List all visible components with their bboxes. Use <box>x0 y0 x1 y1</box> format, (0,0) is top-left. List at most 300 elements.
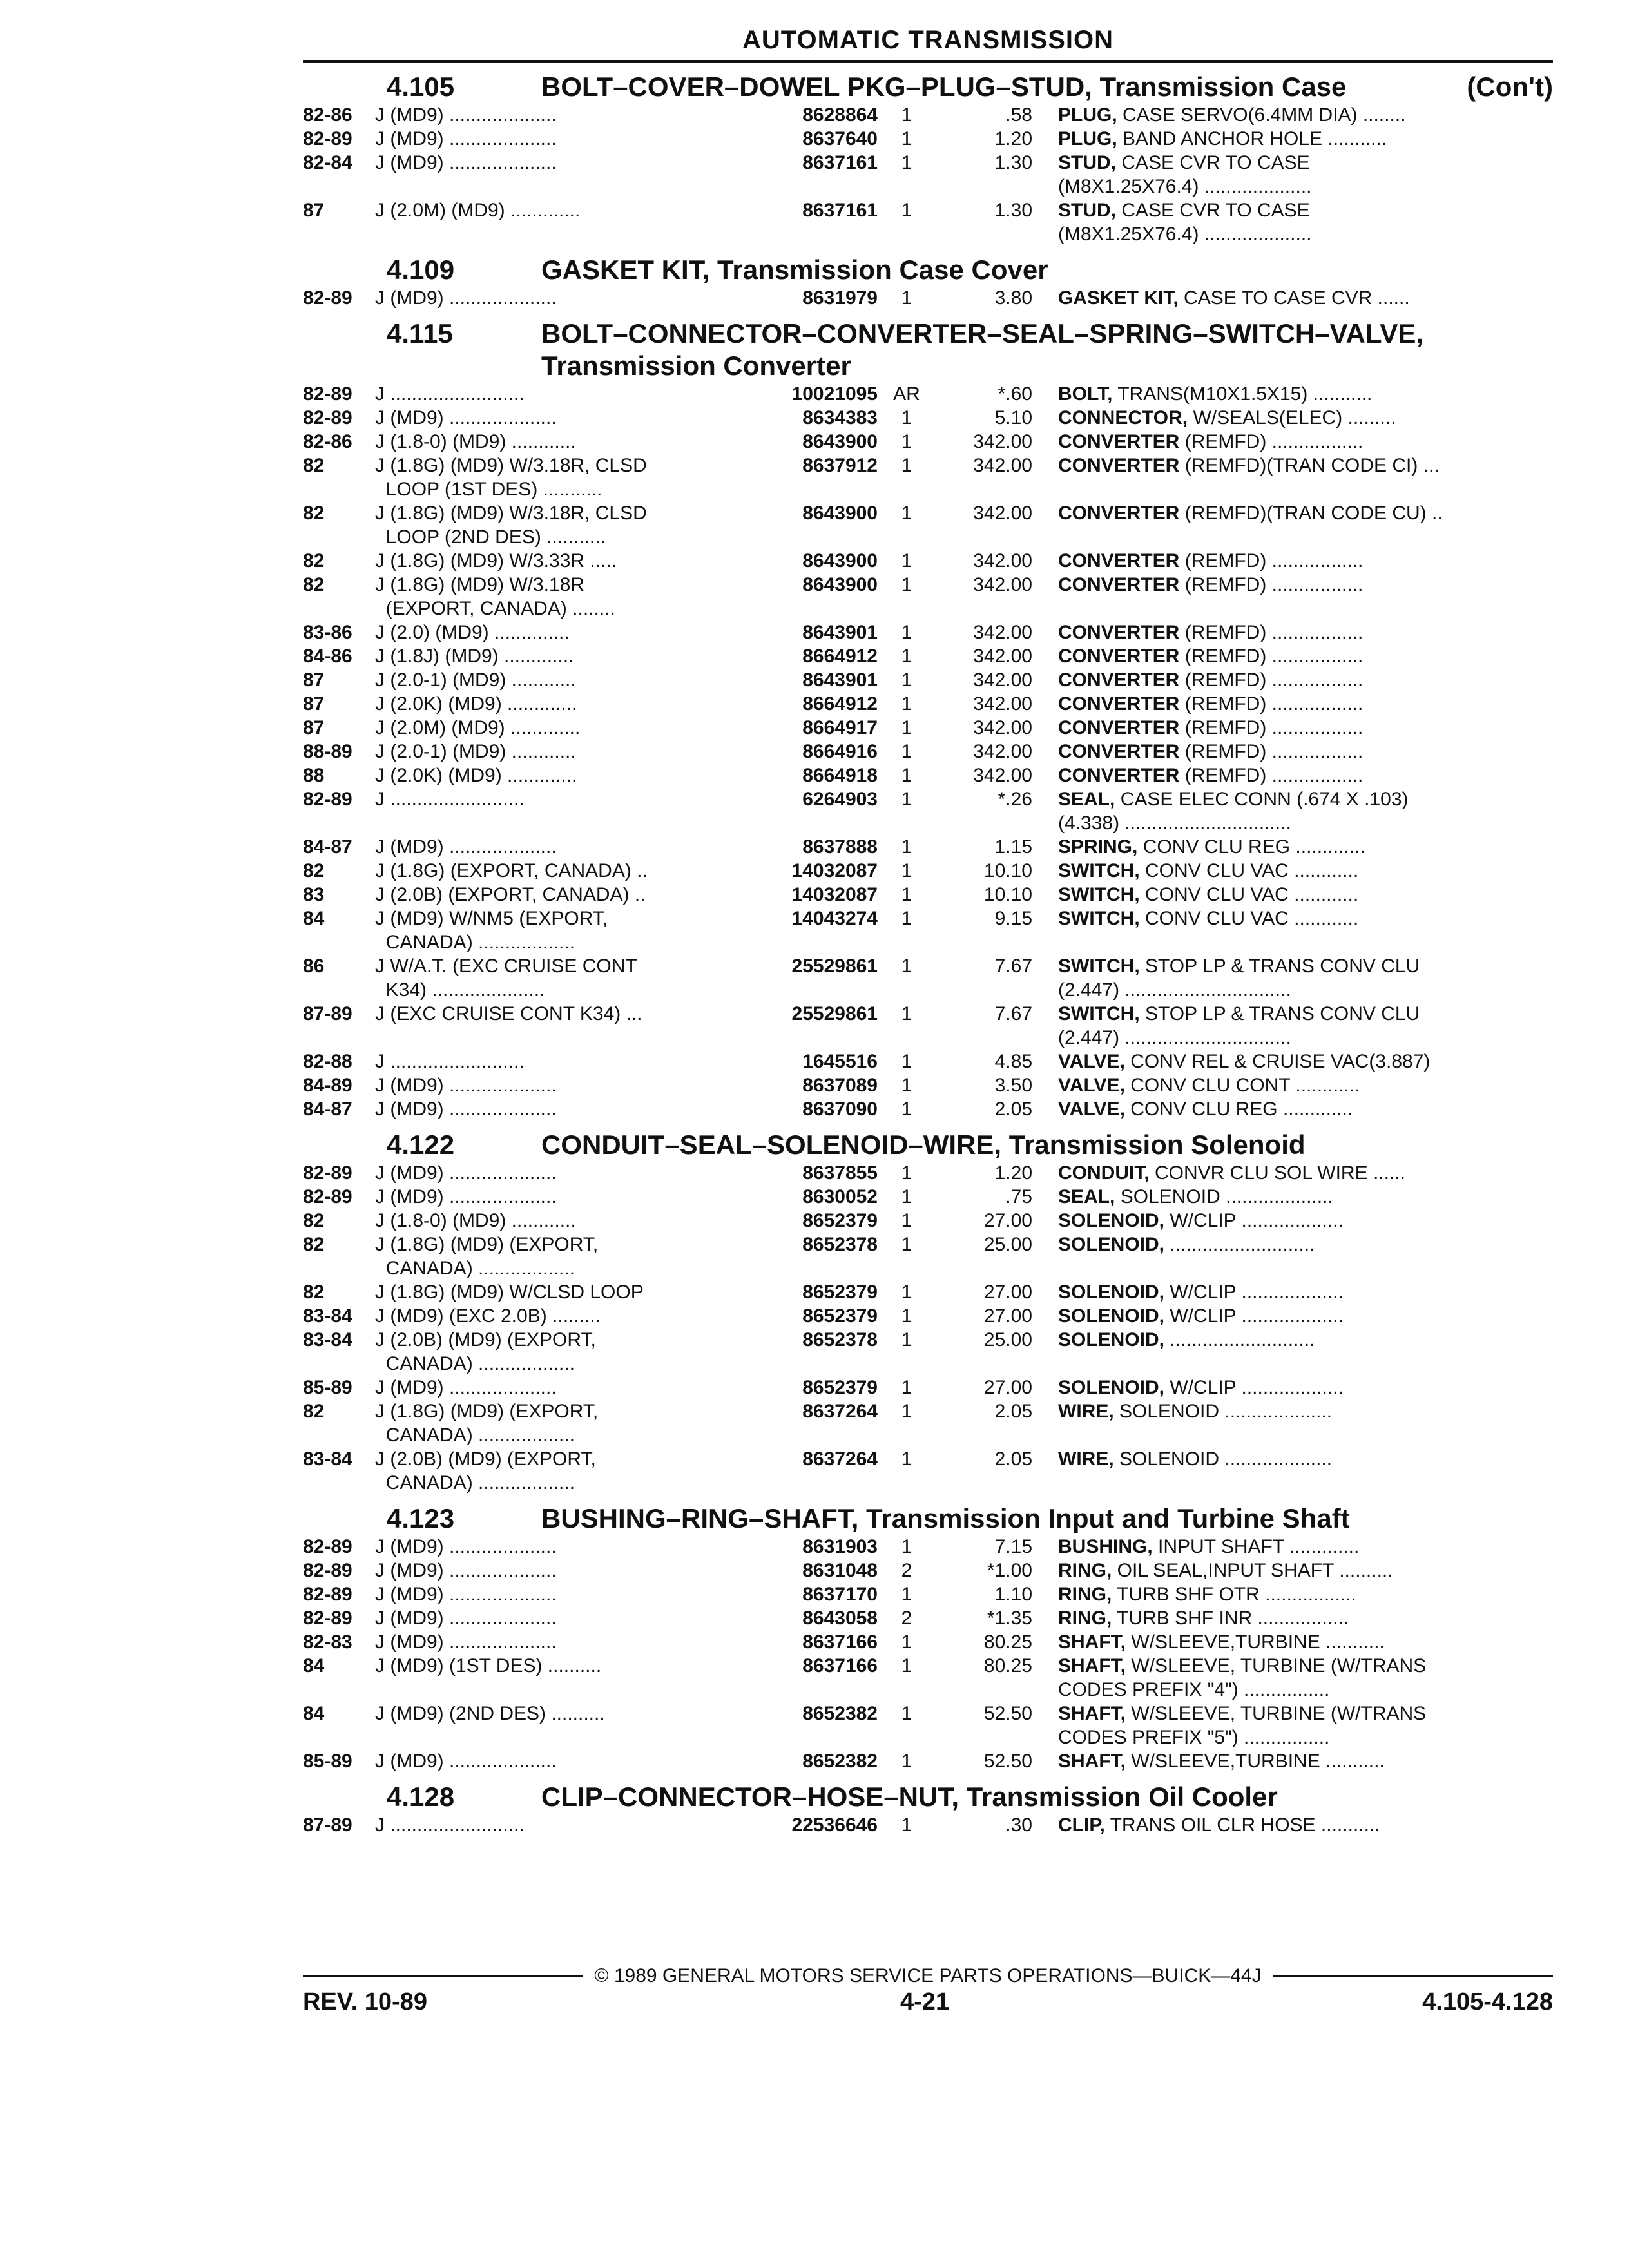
part-description <box>1032 1304 1553 1328</box>
part-name: SOLENOID, <box>1058 1305 1165 1327</box>
part-detail: SOLENOID .................... <box>1113 1401 1333 1422</box>
part-row <box>303 454 1553 501</box>
part-row <box>303 1280 1553 1304</box>
application: J (MD9) .................... <box>375 1099 557 1120</box>
price: 25.00 <box>983 1234 1032 1255</box>
application: J (MD9) .................... <box>375 1751 557 1772</box>
application: J (1.8-0) (MD9) ............ <box>375 1210 576 1231</box>
part-description <box>1032 1559 1553 1582</box>
model-years: 82-89 <box>303 128 352 149</box>
parts-group <box>303 254 1553 310</box>
group-number: 4.115 <box>387 318 453 349</box>
part-row <box>303 1376 1553 1399</box>
part-number: 8631979 <box>802 287 878 309</box>
part-number: 8643901 <box>802 669 878 691</box>
part-description <box>1032 1097 1553 1121</box>
part-detail: STOP LP & TRANS CONV CLU (2.447) ............................... <box>1058 956 1420 1001</box>
quantity: 1 <box>901 884 912 905</box>
part-row <box>303 620 1553 644</box>
part-number: 14032087 <box>791 860 878 881</box>
quantity: 1 <box>901 1703 912 1724</box>
application: J (2.0) (MD9) .............. <box>375 622 570 643</box>
part-number: 14043274 <box>791 908 878 929</box>
quantity: 1 <box>901 455 912 476</box>
part-detail: (REMFD) ................. <box>1179 765 1364 786</box>
quantity: 1 <box>901 765 912 786</box>
part-number: 8637640 <box>802 128 878 149</box>
price: 1.10 <box>994 1584 1032 1605</box>
price: 1.30 <box>994 200 1032 221</box>
part-detail: (REMFD) ................. <box>1179 693 1364 715</box>
model-years: 85-89 <box>303 1751 352 1772</box>
part-detail: (REMFD)(TRAN CODE CI) ... <box>1179 455 1440 476</box>
parts-groups <box>303 71 1553 1837</box>
section-range: 4.105-4.128 <box>1422 1988 1553 2015</box>
page-footer <box>303 1965 1553 2016</box>
part-description <box>1032 103 1553 127</box>
part-name: SWITCH, <box>1058 956 1140 977</box>
application: J (MD9) .................... <box>375 152 557 173</box>
page-number: 4-21 <box>900 1988 950 2015</box>
catalog-page <box>303 26 1553 1837</box>
part-description <box>1032 1073 1553 1097</box>
part-row <box>303 1813 1553 1837</box>
price: 5.10 <box>994 407 1032 428</box>
quantity: 1 <box>901 1162 912 1184</box>
part-name: SWITCH, <box>1058 908 1140 929</box>
part-name: SHAFT, <box>1058 1631 1126 1653</box>
model-years: 83-86 <box>303 622 352 643</box>
price: *1.35 <box>987 1608 1032 1629</box>
quantity: 1 <box>901 1099 912 1120</box>
quantity: 1 <box>901 104 912 126</box>
quantity: 1 <box>901 717 912 738</box>
part-description <box>1032 430 1553 454</box>
part-row <box>303 430 1553 454</box>
part-number: 8652382 <box>802 1703 878 1724</box>
model-years: 82 <box>303 1234 325 1255</box>
part-description <box>1032 1447 1553 1495</box>
application: J (1.8G) (EXPORT, CANADA) .. <box>375 860 648 881</box>
part-description <box>1032 549 1553 573</box>
model-years: 82-89 <box>303 1162 352 1184</box>
part-description <box>1032 1606 1553 1630</box>
part-detail: (REMFD)(TRAN CODE CU) .. <box>1179 503 1443 524</box>
part-number: 8631903 <box>802 1536 878 1557</box>
part-description <box>1032 692 1553 716</box>
part-detail: CONV CLU VAC ............ <box>1139 908 1359 929</box>
group-heading <box>303 71 1553 103</box>
part-row <box>303 1606 1553 1630</box>
model-years: 82-83 <box>303 1631 352 1653</box>
quantity: 1 <box>901 1075 912 1096</box>
part-detail: CONV CLU REG ............. <box>1137 836 1365 858</box>
part-row <box>303 1233 1553 1280</box>
application: J ......................... <box>375 1051 525 1072</box>
group-title: CLIP–CONNECTOR–HOSE–NUT, Transmission Oil Cooler <box>541 1782 1278 1812</box>
part-number: 8637090 <box>802 1099 878 1120</box>
part-detail: (REMFD) ................. <box>1179 646 1364 667</box>
model-years: 84-87 <box>303 836 352 858</box>
price: 25.00 <box>983 1329 1032 1350</box>
part-name: SOLENOID, <box>1058 1282 1165 1303</box>
part-name: VALVE, <box>1058 1099 1125 1120</box>
quantity: 1 <box>901 287 912 309</box>
part-detail: BAND ANCHOR HOLE ........... <box>1117 128 1387 149</box>
model-years: 84-87 <box>303 1099 352 1120</box>
part-name: SWITCH, <box>1058 1003 1140 1024</box>
part-number: 8637161 <box>802 152 878 173</box>
part-number: 8637264 <box>802 1401 878 1422</box>
part-name: RING, <box>1058 1608 1112 1629</box>
application: J (1.8G) (MD9) W/3.18R (EXPORT, CANADA) ........ <box>375 574 615 619</box>
quantity: 1 <box>901 152 912 173</box>
part-number: 8643900 <box>802 503 878 524</box>
quantity: 1 <box>901 574 912 595</box>
quantity: 1 <box>901 622 912 643</box>
model-years: 87-89 <box>303 1003 352 1024</box>
part-name: SOLENOID, <box>1058 1210 1165 1231</box>
quantity: AR <box>893 383 920 405</box>
part-row <box>303 1073 1553 1097</box>
model-years: 82-84 <box>303 152 352 173</box>
part-description <box>1032 787 1553 835</box>
application: J ......................... <box>375 789 525 810</box>
model-years: 84 <box>303 908 325 929</box>
application: J (1.8G) (MD9) W/CLSD LOOP <box>375 1282 644 1303</box>
application: J (2.0K) (MD9) ............. <box>375 765 577 786</box>
group-title: BUSHING–RING–SHAFT, Transmission Input and Turbine Shaft <box>541 1503 1350 1533</box>
part-number: 8631048 <box>802 1560 878 1581</box>
quantity: 1 <box>901 200 912 221</box>
model-years: 82-89 <box>303 1560 352 1581</box>
part-number: 8652379 <box>802 1210 878 1231</box>
part-row <box>303 406 1553 430</box>
model-years: 82-89 <box>303 407 352 428</box>
part-number: 8628864 <box>802 104 878 126</box>
part-row <box>303 1630 1553 1654</box>
part-name: RING, <box>1058 1560 1112 1581</box>
part-number: 8637166 <box>802 1631 878 1653</box>
price: 342.00 <box>973 622 1032 643</box>
quantity: 1 <box>901 128 912 149</box>
part-detail: ........................... <box>1164 1329 1315 1350</box>
application: J ......................... <box>375 1814 525 1836</box>
part-number: 8664912 <box>802 646 878 667</box>
price: 9.15 <box>994 908 1032 929</box>
part-description <box>1032 644 1553 668</box>
price: 27.00 <box>983 1377 1032 1398</box>
part-detail: W/SLEEVE,TURBINE ........... <box>1126 1631 1385 1653</box>
part-detail: ........................... <box>1164 1234 1315 1255</box>
part-number: 1645516 <box>802 1051 878 1072</box>
part-number: 8637166 <box>802 1655 878 1677</box>
model-years: 82-86 <box>303 431 352 452</box>
part-number: 8637161 <box>802 200 878 221</box>
part-detail: CONV REL & CRUISE VAC(3.887) <box>1124 1051 1431 1072</box>
part-number: 6264903 <box>802 789 878 810</box>
group-title: GASKET KIT, Transmission Case Cover <box>541 255 1048 285</box>
price: 342.00 <box>973 431 1032 452</box>
part-row <box>303 1559 1553 1582</box>
quantity: 1 <box>901 1401 912 1422</box>
group-heading <box>303 1781 1553 1813</box>
part-name: VALVE, <box>1058 1051 1125 1072</box>
quantity: 1 <box>901 669 912 691</box>
part-row <box>303 1447 1553 1495</box>
part-description <box>1032 1630 1553 1654</box>
quantity: 1 <box>901 1536 912 1557</box>
price: 342.00 <box>973 765 1032 786</box>
part-detail: CASE CVR TO CASE (M8X1.25X76.4) .................... <box>1058 200 1312 245</box>
part-description <box>1032 1376 1553 1399</box>
part-name: PLUG, <box>1058 104 1117 126</box>
part-row <box>303 668 1553 692</box>
part-number: 8664918 <box>802 765 878 786</box>
application: J (1.8G) (MD9) (EXPORT, CANADA) .................. <box>375 1234 599 1279</box>
model-years: 82-89 <box>303 383 352 405</box>
price: 10.10 <box>983 860 1032 881</box>
part-row <box>303 907 1553 954</box>
part-row <box>303 103 1553 127</box>
part-name: CONVERTER <box>1058 717 1180 738</box>
parts-group <box>303 1503 1553 1773</box>
part-row <box>303 859 1553 883</box>
part-description <box>1032 1813 1553 1837</box>
part-detail: CONV CLU CONT ............ <box>1124 1075 1360 1096</box>
part-description <box>1032 151 1553 198</box>
model-years: 87 <box>303 200 325 221</box>
model-years: 82 <box>303 550 325 572</box>
part-description <box>1032 1535 1553 1559</box>
part-detail: TURB SHF OTR ................. <box>1112 1584 1356 1605</box>
part-number: 8637264 <box>802 1448 878 1470</box>
part-detail: W/CLIP ................... <box>1164 1377 1344 1398</box>
group-title: BOLT–CONNECTOR–CONVERTER–SEAL–SPRING–SWITCH–VALVE, Transmission Converter <box>541 318 1424 381</box>
part-number: 8643058 <box>802 1608 878 1629</box>
part-detail: (REMFD) ................. <box>1179 741 1364 762</box>
model-years: 82-86 <box>303 104 352 126</box>
group-continued: (Con't) <box>1467 72 1553 102</box>
price: 4.85 <box>994 1051 1032 1072</box>
application: J (2.0M) (MD9) ............. <box>375 200 581 221</box>
part-number: 8652379 <box>802 1377 878 1398</box>
model-years: 82 <box>303 860 325 881</box>
part-number: 22536646 <box>791 1814 878 1836</box>
price: 2.05 <box>994 1401 1032 1422</box>
application: J (1.8G) (MD9) W/3.18R, CLSD LOOP (2ND DES) ........... <box>375 503 647 548</box>
part-number: 25529861 <box>791 956 878 977</box>
application: J (MD9) .................... <box>375 287 557 309</box>
part-number: 8637912 <box>802 455 878 476</box>
quantity: 1 <box>901 908 912 929</box>
price: 27.00 <box>983 1282 1032 1303</box>
part-detail: OIL SEAL,INPUT SHAFT .......... <box>1112 1560 1393 1581</box>
parts-group <box>303 71 1553 246</box>
price: 80.25 <box>983 1655 1032 1677</box>
model-years: 82 <box>303 1282 325 1303</box>
part-description <box>1032 1233 1553 1280</box>
part-number: 8664916 <box>802 741 878 762</box>
group-heading <box>303 318 1553 382</box>
part-description <box>1032 1280 1553 1304</box>
part-description <box>1032 1161 1553 1185</box>
price: 342.00 <box>973 669 1032 691</box>
part-name: RING, <box>1058 1584 1112 1605</box>
quantity: 1 <box>901 1448 912 1470</box>
quantity: 1 <box>901 860 912 881</box>
part-row <box>303 1582 1553 1606</box>
part-detail: W/CLIP ................... <box>1164 1305 1344 1327</box>
model-years: 82 <box>303 1210 325 1231</box>
application: J (MD9) .................... <box>375 128 557 149</box>
part-description <box>1032 1328 1553 1376</box>
model-years: 82-89 <box>303 1536 352 1557</box>
quantity: 1 <box>901 1186 912 1207</box>
part-description <box>1032 454 1553 501</box>
part-name: SWITCH, <box>1058 884 1140 905</box>
application: J (MD9) .................... <box>375 1608 557 1629</box>
part-description <box>1032 620 1553 644</box>
quantity: 1 <box>901 956 912 977</box>
part-number: 14032087 <box>791 884 878 905</box>
part-row <box>303 1097 1553 1121</box>
part-detail: W/SEALS(ELEC) ......... <box>1188 407 1396 428</box>
part-description <box>1032 764 1553 787</box>
part-description <box>1032 1749 1553 1773</box>
part-detail: CONV CLU VAC ............ <box>1139 884 1359 905</box>
part-detail: W/SLEEVE, TURBINE (W/TRANS CODES PREFIX "5") ................ <box>1058 1703 1427 1748</box>
copyright-text: © 1989 GENERAL MOTORS SERVICE PARTS OPERATIONS—BUICK—44J <box>594 1965 1262 1986</box>
price: 1.20 <box>994 1162 1032 1184</box>
part-name: BUSHING, <box>1058 1536 1153 1557</box>
part-detail: (REMFD) ................. <box>1179 669 1364 691</box>
parts-group <box>303 1781 1553 1837</box>
price: 2.05 <box>994 1099 1032 1120</box>
price: 27.00 <box>983 1210 1032 1231</box>
application: J (MD9) .................... <box>375 836 557 858</box>
part-name: CONVERTER <box>1058 741 1180 762</box>
part-number: 8637089 <box>802 1075 878 1096</box>
application: J (2.0-1) (MD9) ............ <box>375 669 576 691</box>
part-detail: TRANS OIL CLR HOSE ........... <box>1104 1814 1380 1836</box>
part-detail: STOP LP & TRANS CONV CLU (2.447) ............................... <box>1058 1003 1420 1048</box>
price: .58 <box>1005 104 1032 126</box>
application: J (MD9) .................... <box>375 1162 557 1184</box>
price: .75 <box>1005 1186 1032 1207</box>
part-row <box>303 1304 1553 1328</box>
application: J (1.8G) (MD9) W/3.18R, CLSD LOOP (1ST DES) ........... <box>375 455 647 500</box>
quantity: 1 <box>901 1377 912 1398</box>
part-name: SHAFT, <box>1058 1751 1126 1772</box>
application: J (2.0B) (MD9) (EXPORT, CANADA) .................. <box>375 1448 596 1494</box>
application: J (1.8G) (MD9) W/3.33R ..... <box>375 550 617 572</box>
part-row <box>303 1535 1553 1559</box>
application: J (MD9) .................... <box>375 407 557 428</box>
application: J (MD9) (2ND DES) .......... <box>375 1703 605 1724</box>
part-number: 8643900 <box>802 574 878 595</box>
parts-group <box>303 318 1553 1121</box>
model-years: 82-89 <box>303 789 352 810</box>
part-row <box>303 382 1553 406</box>
part-name: CONVERTER <box>1058 646 1180 667</box>
part-name: CONVERTER <box>1058 622 1180 643</box>
application: J (2.0M) (MD9) ............. <box>375 717 581 738</box>
model-years: 87-89 <box>303 1814 352 1836</box>
model-years: 85-89 <box>303 1377 352 1398</box>
model-years: 88 <box>303 765 325 786</box>
model-years: 83 <box>303 884 325 905</box>
part-description <box>1032 573 1553 620</box>
price: 7.15 <box>994 1536 1032 1557</box>
part-row <box>303 1328 1553 1376</box>
part-detail: (REMFD) ................. <box>1179 622 1364 643</box>
price: 52.50 <box>983 1751 1032 1772</box>
quantity: 1 <box>901 693 912 715</box>
part-row <box>303 1654 1553 1702</box>
application: J W/A.T. (EXC CRUISE CONT K34) ..................... <box>375 956 637 1001</box>
price: 342.00 <box>973 455 1032 476</box>
part-description <box>1032 1702 1553 1749</box>
model-years: 84 <box>303 1703 325 1724</box>
part-detail: CONVR CLU SOL WIRE ...... <box>1149 1162 1405 1184</box>
part-description <box>1032 406 1553 430</box>
quantity: 1 <box>901 1584 912 1605</box>
application: J (2.0K) (MD9) ............. <box>375 693 577 715</box>
part-row <box>303 835 1553 859</box>
group-title: BOLT–COVER–DOWEL PKG–PLUG–STUD, Transmission Case <box>541 72 1347 102</box>
part-row <box>303 954 1553 1002</box>
part-name: BOLT, <box>1058 383 1113 405</box>
footer-row <box>303 1988 1553 2016</box>
model-years: 82-89 <box>303 287 352 309</box>
part-row <box>303 1749 1553 1773</box>
part-name: SHAFT, <box>1058 1655 1126 1677</box>
part-name: CONVERTER <box>1058 693 1180 715</box>
price: *.26 <box>998 789 1032 810</box>
part-name: WIRE, <box>1058 1401 1114 1422</box>
model-years: 86 <box>303 956 325 977</box>
application: J (MD9) .................... <box>375 1377 557 1398</box>
price: 7.67 <box>994 956 1032 977</box>
part-row <box>303 501 1553 549</box>
part-name: SEAL, <box>1058 1186 1115 1207</box>
part-name: CONNECTOR, <box>1058 407 1188 428</box>
part-number: 8652378 <box>802 1329 878 1350</box>
part-detail: CONV CLU REG ............. <box>1124 1099 1353 1120</box>
price: *1.00 <box>987 1560 1032 1581</box>
price: 80.25 <box>983 1631 1032 1653</box>
application: J (EXC CRUISE CONT K34) ... <box>375 1003 642 1024</box>
price: 342.00 <box>973 741 1032 762</box>
application: J (MD9) W/NM5 (EXPORT, CANADA) .................. <box>375 908 608 953</box>
part-row <box>303 549 1553 573</box>
part-row <box>303 740 1553 764</box>
model-years: 87 <box>303 669 325 691</box>
parts-group <box>303 1129 1553 1495</box>
model-years: 82 <box>303 455 325 476</box>
price: 52.50 <box>983 1703 1032 1724</box>
application: J (MD9) .................... <box>375 1075 557 1096</box>
quantity: 1 <box>901 1751 912 1772</box>
part-description <box>1032 1209 1553 1233</box>
quantity: 1 <box>901 503 912 524</box>
part-description <box>1032 954 1553 1002</box>
part-detail: W/CLIP ................... <box>1164 1282 1344 1303</box>
part-name: WIRE, <box>1058 1448 1114 1470</box>
part-name: SOLENOID, <box>1058 1329 1165 1350</box>
part-row <box>303 1185 1553 1209</box>
